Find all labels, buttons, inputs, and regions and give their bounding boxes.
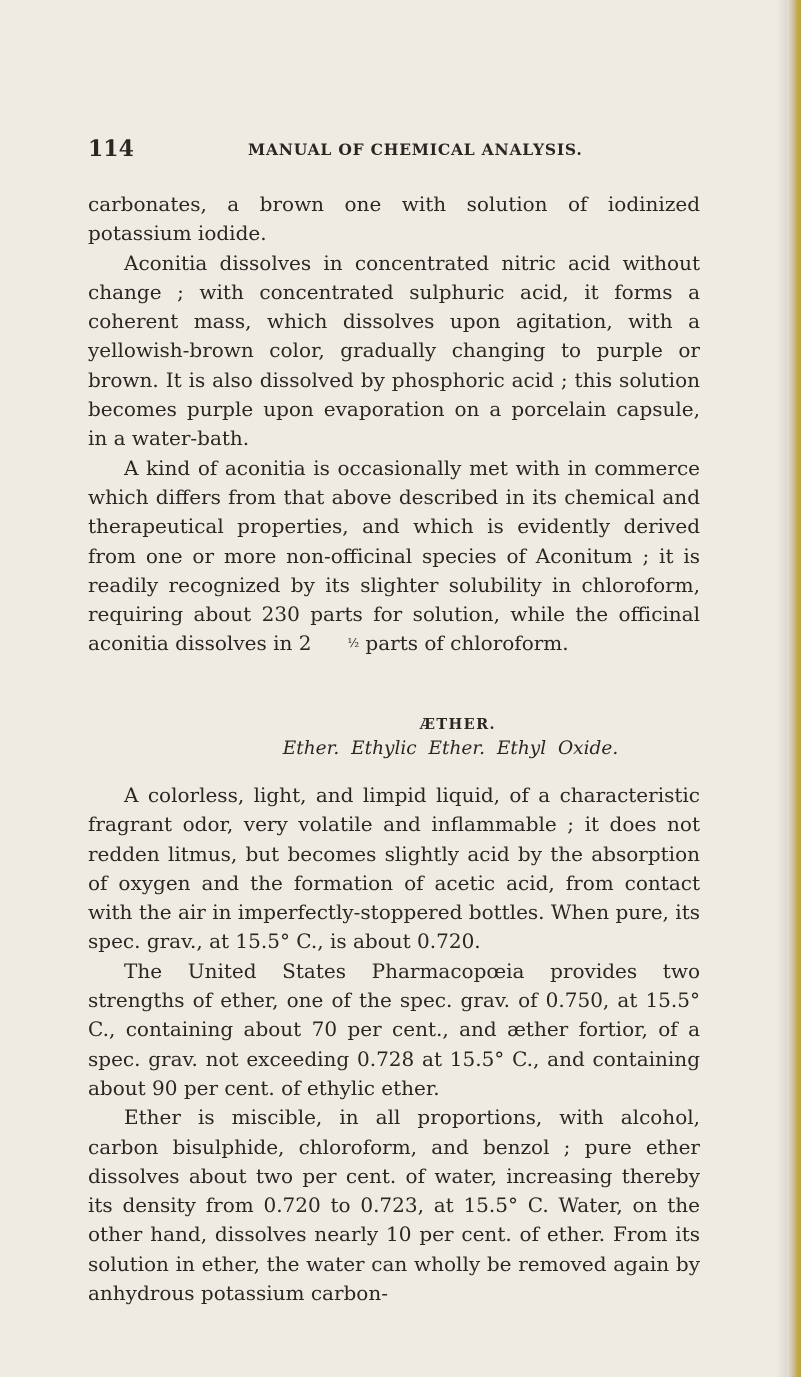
paragraph-ether-strengths: The United States Pharmacopœia provides two strengths of ether, one of the spec. grav. of 0.750, at 15.5° C., containing about 70 per cent., and æther fortior, of a spec. grav. not exceeding 0.728 at 15.5° C., and containing about 90 per cent. of ethylic ether. [88,958,700,1100]
section-title: ÆTHER. [419,716,497,733]
section-synonyms [0,738,801,759]
page-number: 114 [88,136,134,162]
running-head: MANUAL OF CHEMICAL ANALYSIS. [248,140,583,159]
paragraph-aconitia-solubility: Aconitia dissolves in concentrated nitric acid without change ; with concentrated sulphuric acid, it forms a coherent mass, which dissolves upon agitation, with a yellowish-brown color, gradually changing to purple or brown. It is also dissolved by phosphoric acid ; this solution becomes purple upon evaporation on a porcelain capsule, in a water-bath. [88,250,700,451]
synonyms-line: Ether. Ethylic Ether. Ethyl Oxide. [282,738,619,759]
paragraph-aconitia-commerce [88,454,700,659]
paragraph-ether-miscibility: Ether is miscible, in all proportions, with alcohol, carbon bisulphide, chloroform, and benzol ; pure ether dissolves about two per cent. of water, increasing thereby its density from 0.720 to 0.723, at 15.5° C. Water, on the other hand, dissolves nearly 10 per cent. of ether. From its solution in ether, the water can wholly be removed again by anhydrous potassium carbon- [88,1105,700,1306]
page-edge [787,0,801,1377]
page-gutter-shadow [777,0,787,1377]
paragraph-ether-description: A colorless, light, and limpid liquid, of a characteristic fragrant odor, very volatile and inflammable ; it does not redden litmus, but becomes slightly acid by the absorption of oxygen and the formation of acetic acid, from contact with the air in imperfectly-stoppered bottles. When pure, its spec. grav., at 15.5° C., is about 0.720. [88,783,700,954]
section-heading [0,714,801,733]
paragraph-text: A kind of aconitia is occasionally met with in commerce which differs from that above described in its chemical and therapeutical properties, and which is evidently derived from one or more non-officinal species of Aconitum ; it is readily recognized by its slighter solubility in chloroform, requiring about 230 parts for solution, while the officinal aconitia dissolves in 2 [88,455,700,656]
fraction: ½ [347,636,360,651]
paragraph-text-end: parts of chloroform. [359,631,569,656]
ether-text [88,781,700,1308]
body-text [88,190,700,659]
paragraph-continued: carbonates, a brown one with solution of iodinized potassium iodide. [88,192,700,246]
